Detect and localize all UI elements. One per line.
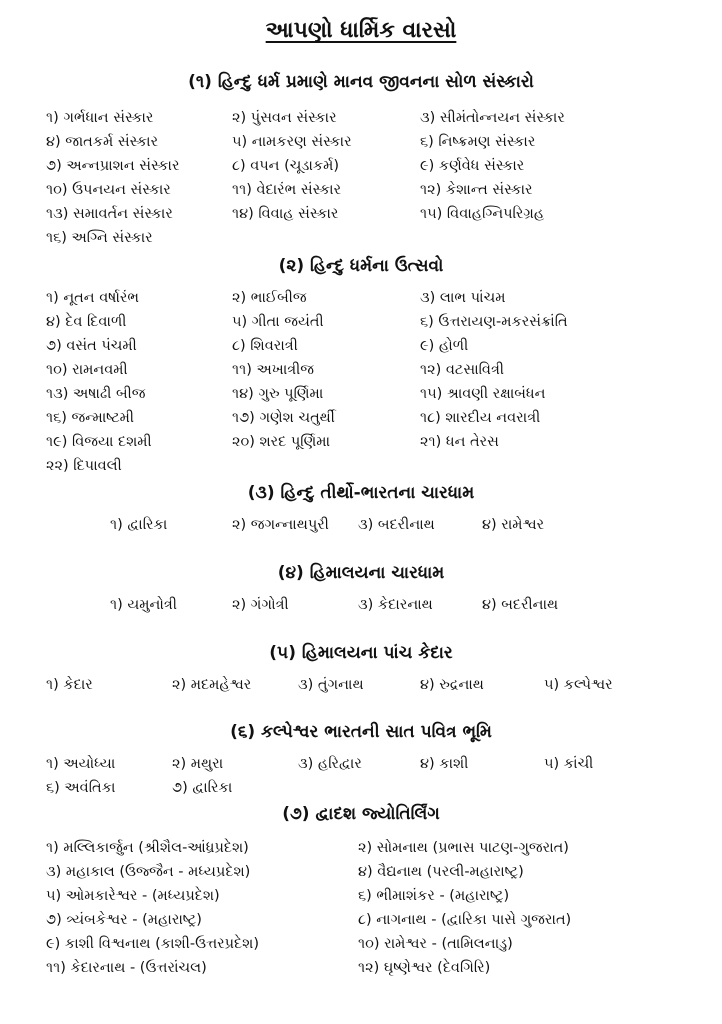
list-item: ૩) કેદારનાથ [358,597,433,613]
list-item: ૪) બદરીનાથ [482,597,559,613]
section-heading-sanskar: (૧) હિન્દુ ધર્મ પ્રમાણે માનવ જીવનના સોળ સંસ્કારો [188,72,534,92]
list-item: ૧૦) ઉપનયન સંસ્કાર [46,182,171,198]
list-item: ૮) શિવરાત્રી [232,338,298,354]
list-item: ૫) ગીતા જયંતી [232,314,324,330]
list-item: ૭) દ્વારિકા [172,780,233,796]
list-item: ૧૮) શારદીય નવરાત્રી [420,410,541,426]
list-item: ૪) વૈદ્યનાથ (પરલી-મહારાષ્ટ્ર) [358,864,524,880]
list-item: ૫) ઓમકારેશ્વર - (મધ્યપ્રદેશ) [46,888,220,904]
list-item: ૨) ગંગોત્રી [232,597,289,613]
list-item: ૧૦) રામેશ્વર - (તામિલનાડુ) [358,936,513,952]
list-item: ૧૬) અગ્નિ સંસ્કાર [46,230,153,246]
list-item: ૨૨) દિપાવલી [46,458,122,474]
list-item: ૧૪) વિવાહ સંસ્કાર [232,206,339,222]
list-item: ૫) કાંચી [544,756,594,772]
list-item: ૧૪) ગુરુ પૂર્ણિમા [232,386,324,402]
list-item: ૧૫) શ્રાવણી રક્ષાબંધન [420,386,546,402]
list-item: ૧૭) ગણેશ ચતુર્થી [232,410,335,426]
list-item: ૧૩) અષાઢી બીજ [46,386,146,402]
list-item: ૭) ત્ર્યંબકેશ્વર - (મહારાષ્ટ્ર) [46,912,202,928]
list-item: ૨) જગન્નાથપુરી [232,517,329,533]
list-item: ૨) ભાઈબીજ [232,290,307,306]
list-item: ૧) મલ્લિકાર્જુન (શ્રીશૈલ-આંધ્રપ્રદેશ) [46,840,249,856]
list-item: ૨) મદમહેશ્વર [172,677,252,693]
list-item: ૩) સીમંતોન્નયન સંસ્કાર [420,110,565,126]
list-item: ૪) રામેશ્વર [482,517,545,533]
list-item: ૧૨) કેશાન્ત સંસ્કાર [420,182,533,198]
list-item: ૨) પુંસવન સંસ્કાર [232,110,337,126]
section-heading-festivals: (૨) હિન્દુ ધર્મના ઉત્સવો [278,256,444,276]
page-title: આપણો ધાર્મિક વારસો [265,18,457,43]
list-item: ૭) અન્નપ્રાશન સંસ્કાર [46,158,180,174]
section-heading-char-dham: (૩) હિન્દુ તીર્થો-ભારતના ચારધામ [247,483,475,503]
list-item: ૨૧) ધન તેરસ [420,434,499,450]
list-item: ૧૨) વટસાવિત્રી [420,362,505,378]
list-item: ૧૫) વિવાહગ્નિપરિગ્રહ [420,206,545,222]
list-item: ૩) તુંગનાથ [298,677,364,693]
list-item: ૮) વપન (ચૂડાકર્મ) [232,158,339,174]
list-item: ૪) કાશી [420,756,469,772]
list-item: ૬) ભીમાશંકર - (મહારાષ્ટ્ર) [358,888,510,904]
list-item: ૨૦) શરદ પૂર્ણિમા [232,434,331,450]
list-item: ૯) હોળી [420,338,469,354]
list-item: ૩) બદરીનાથ [358,517,435,533]
list-item: ૧૬) જન્માષ્ટમી [46,410,135,426]
section-heading-panch-kedar: (૫) હિમાલયના પાંચ કેદાર [269,643,453,663]
list-item: ૬) નિષ્ક્રમણ સંસ્કાર [420,134,536,150]
list-item: ૩) હરિદ્વાર [298,756,362,772]
list-item: ૬) અવંતિકા [46,780,116,796]
list-item: ૧૧) અખાત્રીજ [232,362,315,378]
list-item: ૭) વસંત પંચમી [46,338,137,354]
list-item: ૫) કલ્પેશ્વર [544,677,613,693]
list-item: ૪) દેવ દિવાળી [46,314,127,330]
list-item: ૫) નામકરણ સંસ્કાર [232,134,352,150]
list-item: ૨) મથુરા [172,756,224,772]
list-item: ૧) ગર્ભધાન સંસ્કાર [46,110,154,126]
section-heading-himalaya-char-dham: (૪) હિમાલયના ચારધામ [277,563,445,583]
list-item: ૧) યમુનોત્રી [110,597,177,613]
list-item: ૩) મહાકાલ (ઉજ્જૈન - મધ્યપ્રદેશ) [46,864,251,880]
list-item: ૧૨) ઘૃષ્ણેશ્વર (દેવગિરિ) [358,960,491,976]
list-item: ૯) કર્ણવેધ સંસ્કાર [420,158,525,174]
list-item: ૧) અયોધ્યા [46,756,116,772]
section-heading-sapt-puri: (૬) કલ્પેશ્વર ભારતની સાત પવિત્ર ભૂમિ [230,722,492,742]
list-item: ૧) દ્વારિકા [110,517,168,533]
list-item: ૬) ઉત્તરાયણ-મકરસંક્રાંતિ [420,314,568,330]
list-item: ૪) રુદ્રનાથ [420,677,484,693]
list-item: ૧) કેદાર [46,677,93,693]
list-item: ૮) નાગનાથ - (દ્વારિકા પાસે ગુજરાત) [358,912,572,928]
list-item: ૧૧) વેદારંભ સંસ્કાર [232,182,342,198]
section-heading-jyotirlinga: (૭) દ્વાદશ જ્યોતિર્લિંગ [282,804,440,824]
list-item: ૪) જાતકર્મ સંસ્કાર [46,134,159,150]
list-item: ૨) સોમનાથ (પ્રભાસ પાટણ-ગુજરાત) [358,840,569,856]
list-item: ૯) કાશી વિશ્વનાથ (કાશી-ઉત્તરપ્રદેશ) [46,936,260,952]
list-item: ૧૯) વિજયા દશમી [46,434,152,450]
list-item: ૧૦) રામનવમી [46,362,128,378]
list-item: ૩) લાભ પાંચમ [420,290,506,306]
list-item: ૧) નૂતન વર્ષારંભ [46,290,139,306]
list-item: ૧૧) કેદારનાથ - (ઉત્તરાંચલ) [46,960,207,976]
list-item: ૧૩) સમાવર્તન સંસ્કાર [46,206,173,222]
